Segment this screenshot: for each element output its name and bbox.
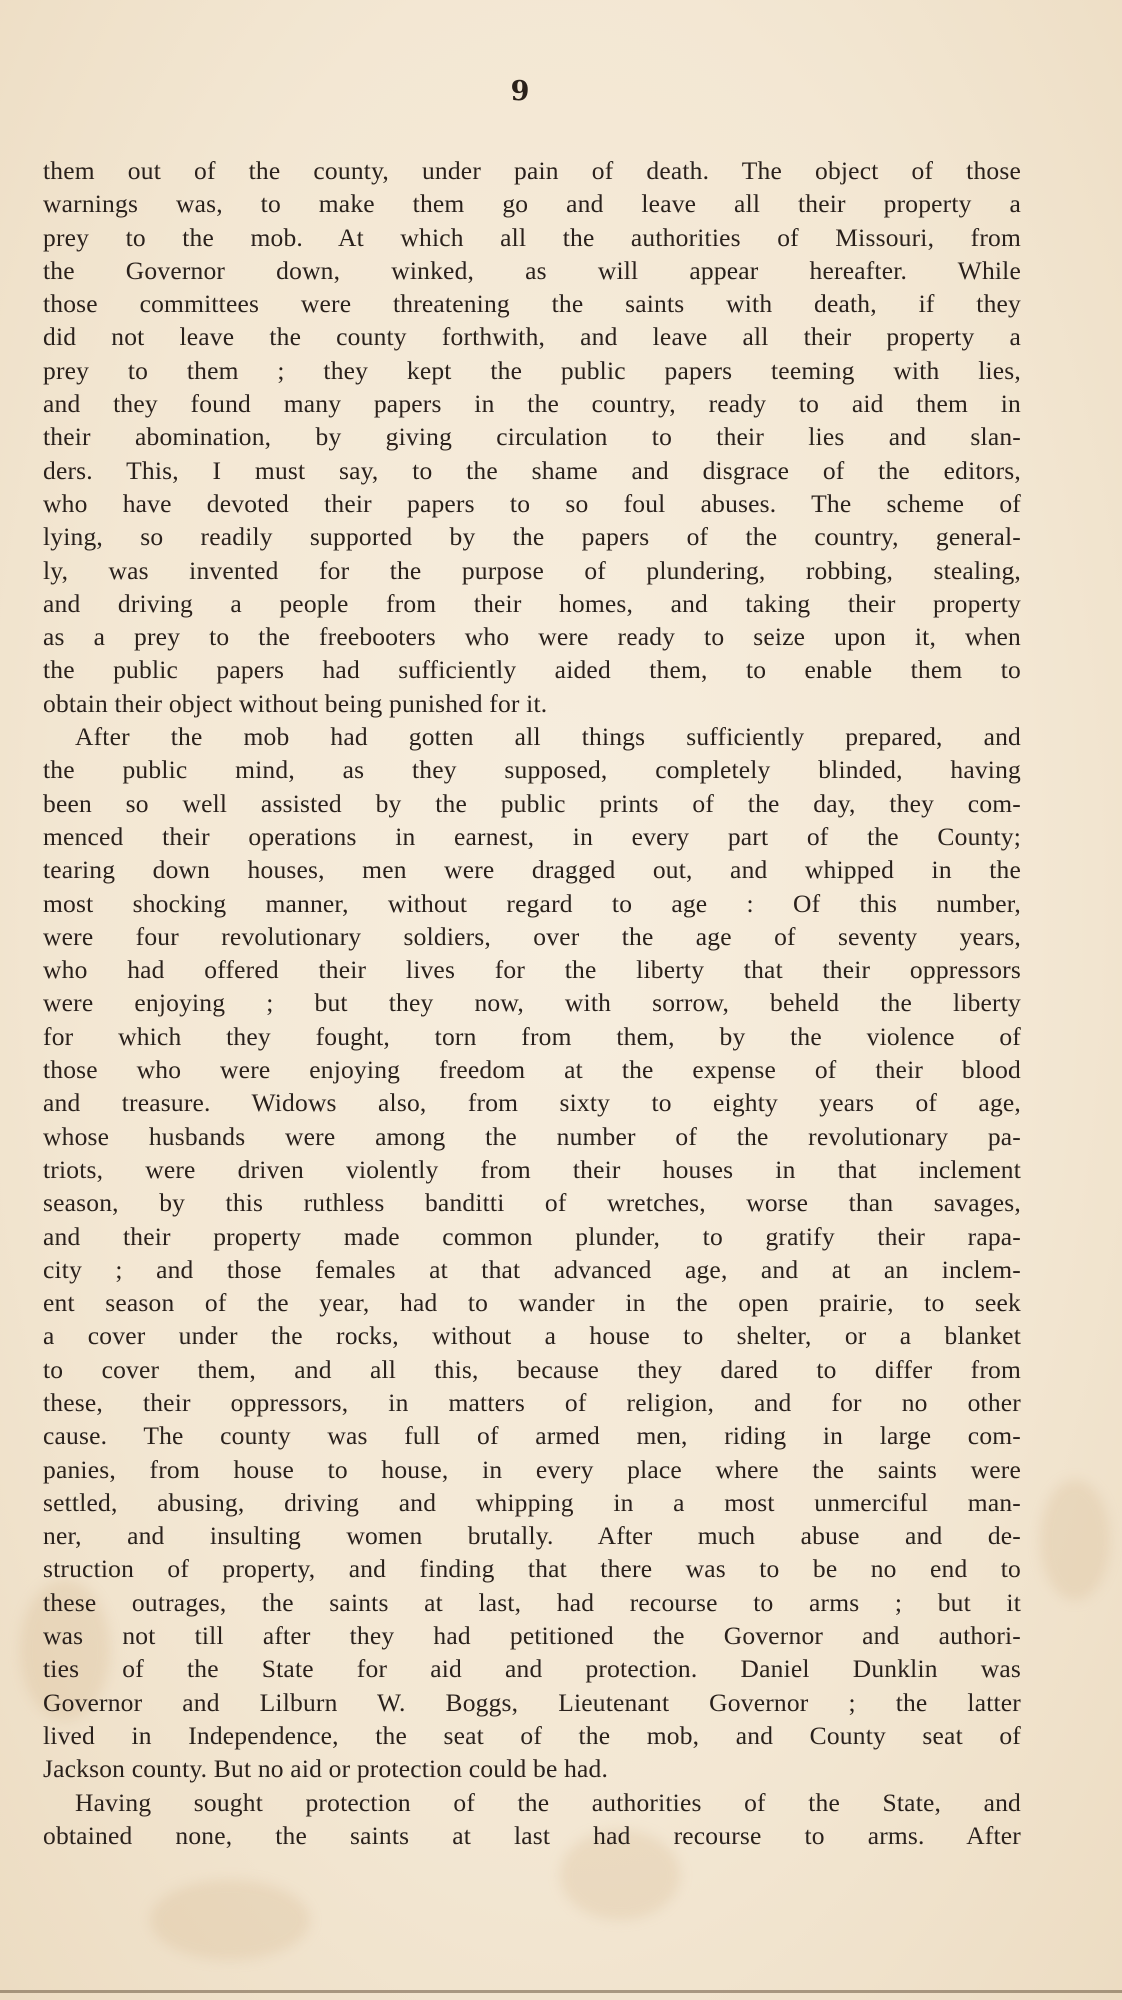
text-line: prey to them ; they kept the public papers teeming with lies, bbox=[43, 355, 1021, 385]
text-line: and treasure. Widows also, from sixty to eighty years of age, bbox=[43, 1088, 1021, 1118]
text-line: After the mob had gotten all things sufficiently prepared, and bbox=[75, 722, 1021, 752]
text-line: as a prey to the freebooters who were ready to seize upon it, when bbox=[43, 622, 1021, 652]
text-line: who have devoted their papers to so foul abuses. The scheme of bbox=[43, 488, 1021, 518]
text-line: were four revolutionary soldiers, over the age of seventy years, bbox=[43, 921, 1021, 951]
text-line: settled, abusing, driving and whipping in a most unmerciful man- bbox=[43, 1487, 1021, 1517]
text-line: tearing down houses, men were dragged out, and whipped in the bbox=[43, 855, 1021, 885]
text-line: most shocking manner, without regard to age : Of this number, bbox=[43, 888, 1021, 918]
paragraph bbox=[43, 720, 1021, 1786]
page-number: 9 bbox=[510, 76, 530, 107]
text-line: season, by this ruthless banditti of wretches, worse than savages, bbox=[43, 1188, 1021, 1218]
text-line: whose husbands were among the number of the revolutionary pa- bbox=[43, 1121, 1021, 1151]
text-line: the public mind, as they supposed, completely blinded, having bbox=[43, 755, 1021, 785]
text-line: a cover under the rocks, without a house to shelter, or a blanket bbox=[43, 1321, 1021, 1351]
text-line: for which they fought, torn from them, by the violence of bbox=[43, 1021, 1021, 1051]
text-line: lived in Independence, the seat of the mob, and County seat of bbox=[43, 1720, 1021, 1750]
text-line: the public papers had sufficiently aided them, to enable them to bbox=[43, 655, 1021, 685]
text-line: those committees were threatening the saints with death, if they bbox=[43, 289, 1021, 319]
text-line: and driving a people from their homes, and taking their property bbox=[43, 588, 1021, 618]
text-line: struction of property, and finding that there was to be no end to bbox=[43, 1554, 1021, 1584]
paper-stain bbox=[150, 1880, 310, 1960]
text-line: and their property made common plunder, to gratify their rapa- bbox=[43, 1221, 1021, 1251]
text-line: ders. This, I must say, to the shame and disgrace of the editors, bbox=[43, 455, 1021, 485]
text-line: ent season of the year, had to wander in the open prairie, to seek bbox=[43, 1288, 1021, 1318]
text-line: Governor and Lilburn W. Boggs, Lieutenant Governor ; the latter bbox=[43, 1687, 1021, 1717]
text-line: did not leave the county forthwith, and leave all their property a bbox=[43, 322, 1021, 352]
text-line: menced their operations in earnest, in every part of the County; bbox=[43, 821, 1021, 851]
body-text bbox=[43, 154, 1021, 1852]
text-line: obtain their object without being punished for it. bbox=[43, 688, 548, 718]
text-line: the Governor down, winked, as will appear hereafter. While bbox=[43, 255, 1021, 285]
text-line: was not till after they had petitioned the Governor and authori- bbox=[43, 1621, 1021, 1651]
text-line: obtained none, the saints at last had recourse to arms. After bbox=[43, 1820, 1021, 1850]
text-line: who had offered their lives for the liberty that their oppressors bbox=[43, 955, 1021, 985]
text-line: those who were enjoying freedom at the expense of their blood bbox=[43, 1055, 1021, 1085]
text-line: Jackson county. But no aid or protection could be had. bbox=[43, 1754, 609, 1784]
text-line: these, their oppressors, in matters of religion, and for no other bbox=[43, 1387, 1021, 1417]
text-line: were enjoying ; but they now, with sorrow, beheld the liberty bbox=[43, 988, 1021, 1018]
text-line: panies, from house to house, in every place where the saints were bbox=[43, 1454, 1021, 1484]
text-line: these outrages, the saints at last, had recourse to arms ; but it bbox=[43, 1587, 1021, 1617]
text-line: ties of the State for aid and protection. Daniel Dunklin was bbox=[43, 1654, 1021, 1684]
text-line: Having sought protection of the authorities of the State, and bbox=[75, 1787, 1021, 1817]
text-line: their abomination, by giving circulation to their lies and slan- bbox=[43, 422, 1021, 452]
text-line: prey to the mob. At which all the authorities of Missouri, from bbox=[43, 222, 1021, 252]
text-line: to cover them, and all this, because they dared to differ from bbox=[43, 1354, 1021, 1384]
paragraph bbox=[43, 1786, 1021, 1853]
text-line: and they found many papers in the country, ready to aid them in bbox=[43, 389, 1021, 419]
paper-stain bbox=[1040, 1480, 1110, 1600]
paragraph bbox=[43, 154, 1021, 720]
text-line: ly, was invented for the purpose of plundering, robbing, stealing, bbox=[43, 555, 1021, 585]
text-line: lying, so readily supported by the papers of the country, general- bbox=[43, 522, 1021, 552]
text-line: warnings was, to make them go and leave all their property a bbox=[43, 189, 1021, 219]
text-line: been so well assisted by the public prints of the day, they com- bbox=[43, 788, 1021, 818]
page-edge-rule bbox=[0, 1990, 1122, 1993]
text-line: city ; and those females at that advanced age, and at an inclem- bbox=[43, 1254, 1021, 1284]
text-line: ner, and insulting women brutally. After much abuse and de- bbox=[43, 1521, 1021, 1551]
text-line: them out of the county, under pain of death. The object of those bbox=[43, 156, 1021, 185]
text-line: cause. The county was full of armed men, riding in large com- bbox=[43, 1421, 1021, 1451]
text-line: triots, were driven violently from their houses in that inclement bbox=[43, 1154, 1021, 1184]
